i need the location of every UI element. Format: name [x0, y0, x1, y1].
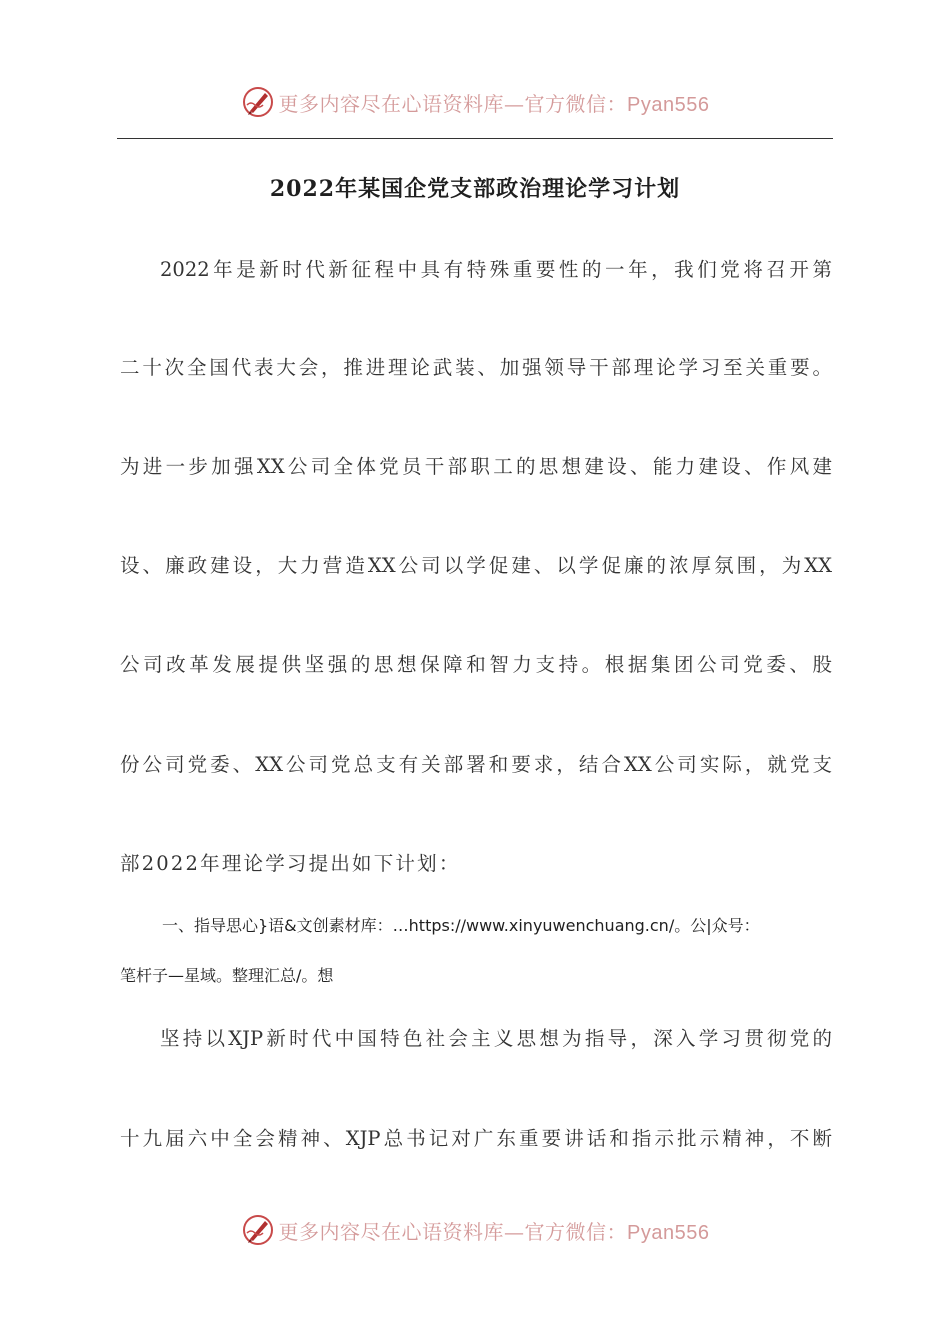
quill-logo-icon [241, 85, 275, 119]
section-heading-line: 笔杆子—星域。整理汇总/。想 [120, 966, 334, 985]
paragraph-line: 份公司党委、XX公司党总支有关部署和要求，结合XX公司实际，就党支 [120, 753, 832, 776]
footer-wechat-id: Pyan556 [627, 1221, 710, 1244]
paragraph-line: 公司改革发展提供坚强的思想保障和智力支持。根据集团公司党委、股 [120, 653, 832, 676]
paragraph-line: 坚持以XJP新时代中国特色社会主义思想为指导，深入学习贯彻党的 [160, 1027, 832, 1050]
header-banner-text [279, 88, 710, 117]
footer-banner [0, 1208, 950, 1252]
quill-logo-icon [241, 1213, 275, 1247]
paragraph-line: 2022年是新时代新征程中具有特殊重要性的一年，我们党将召开第 [160, 258, 832, 281]
paragraph-line: 设、廉政建设，大力营造XX公司以学促建、以学促廉的浓厚氛围，为XX [120, 554, 832, 577]
header-wechat-id: Pyan556 [627, 93, 710, 116]
paragraph-line: 二十次全国代表大会，推进理论武装、加强领导干部理论学习至关重要。 [120, 356, 832, 379]
paragraph-line: 部2022年理论学习提出如下计划： [120, 852, 461, 875]
header-banner [0, 80, 950, 124]
document-title: 2022年某国企党支部政治理论学习计划 [269, 176, 681, 202]
footer-banner-text [279, 1216, 710, 1245]
header-banner-label: 更多内容尽在心语资料库—官方微信： [278, 91, 628, 116]
footer-banner-label: 更多内容尽在心语资料库—官方微信： [278, 1219, 628, 1244]
paragraph-line: 为进一步加强XX公司全体党员干部职工的思想建设、能力建设、作风建 [120, 455, 832, 478]
section-heading-line: 一、指导思心}语&文创素材库：…https://www.xinyuwenchuang.cn/。公|众号： [162, 916, 760, 935]
paragraph-line: 十九届六中全会精神、XJP总书记对广东重要讲话和指示批示精神，不断 [120, 1127, 832, 1150]
header-divider [117, 138, 833, 139]
